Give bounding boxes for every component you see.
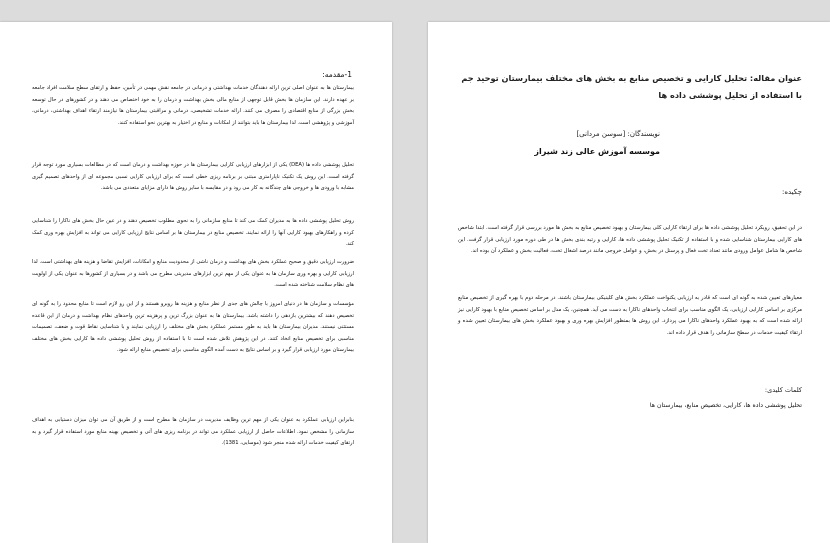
abstract-heading: چکیده: [781,188,802,196]
affiliation: موسسه آموزش عالی زند شیراز [534,147,660,156]
keywords-list: تحلیل پوششی داده ها، کارایی، تخصیص منابع، بیمارستان ها [649,402,802,409]
body-paragraph: بیمارستان ها به عنوان اصلی ترین ارائه دهندگان خدمات بهداشتی و درمانی در جامعه نقش مهمی در تأمین، حفظ و ارتقای سطح سلامت افراد جامعه بر عهده دارند. این سازمان ها بخش قابل توجهی از منابع مالی بخش بهداشت و درمان را به خود اختصاص می دهند و در کشورهای در حال توسعه بخش بزرگی از منابع اقتصادی را مصرف می کنند. ارائه خدمات تشخیصی، درمانی و مراقبتی بیمارستان ها نیازمند ارتقاء اهداف بهداشتی، درمانی، آموزشی و پژوهشی است. لذا بیمارستان ها باید بتوانند از امکانات و منابع در اختیار به بهترین نحو استفاده کنند. [32,85,354,126]
abstract-paragraph: معیارهای تعیین شده به گونه ای است که قادر به ارزیابی یکنواخت عملکرد بخش های کلینیکی بیمارستان باشند. در مرحله دوم با بهره گیری از تخصیص منابع مرکزی بر اساس کارایی ارزیابی، یک الگوی مناسب برای انتخاب واحدهای ناکارا به دست می آید. همچنین، یک مدل بر اساس تخصیص منابع با بهبود کارایی نیز ارائه شده است که به بهبود عملکرد واحدهای ناکارا می پردازد. این روش ها بمنظور افزایش بهره وری و بهبود عملکرد بخش های بیمارستان تعیین شده و ارتقاء کیفیت خدمات در سطح سازمانی را هدف قرار داده اند. [458,295,802,336]
section-heading-introduction: 1-مقدمه: [322,70,352,79]
body-paragraph: روش تحلیل پوششی داده ها به مدیران کمک می کند تا منابع سازمانی را به نحوی مطلوب تخصیص دهند و در عین حال بخش های ناکارا را شناسایی کرده و راهکارهای بهبود کارایی آنها را ارائه نمایند. تخصیص منابع در بیمارستان ها بر اساس نتایج ارزیابی کارایی می تواند به افزایش بهره وری کمک کند. [32,218,354,247]
body-paragraph: بنابراین ارزیابی عملکرد به عنوان یکی از مهم ترین وظایف مدیریت در سازمان ها مطرح است و از طریق آن می توان میزان دستیابی به اهداف سازمانی را مشخص نمود. اطلاعات حاصل از ارزیابی عملکرد می تواند در برنامه ریزی های آتی و تخصیص بهینه منابع مورد استفاده قرار گیرد و به ارتقای کیفیت خدمات ارائه شده منجر شود (موسایی، 1381). [32,417,354,446]
document-page-right [428,22,830,543]
body-paragraph: مؤسسات و سازمان ها در دنیای امروز با چالش های جدی از نظر منابع و هزینه ها روبرو هستند و از این رو لازم است تا منابع محدود را به گونه ای تخصیص دهند که بیشترین بازدهی را داشته باشد. بیمارستان ها به عنوان بزرگ ترین و پرهزینه ترین واحدهای نظام بهداشت و درمان از این قاعده مستثنی نیستند. مدیران بیمارستان ها باید به طور مستمر عملکرد بخش های مختلف را ارزیابی نمایند و با شناسایی نقاط قوت و ضعف، تصمیمات مناسبی برای تخصیص منابع اتخاذ کنند. در این پژوهش تلاش شده است تا با استفاده از روش تحلیل پوششی داده ها کارایی بخش های مختلف بیمارستان مورد ارزیابی قرار گیرد و بر اساس نتایج به دست آمده الگوی مناسبی برای تخصیص منابع ارائه شود. [32,301,354,353]
document-page-left [0,22,392,543]
article-title: عنوان مقاله: تحلیل کارایی و تخصیص منابع به بخش های مختلف بیمارستان توحید جم با استفاده از تحلیل پوششی داده ها [461,73,802,100]
authors-line: نویسندگان: [سوسن مردانی] [576,130,660,138]
abstract-paragraph: در این تحقیق، رویکرد تحلیل پوششی داده ها برای ارتقاء کارایی کلی بیمارستان و بهبود تخصیص منابع به بخش ها مورد بررسی قرار گرفته است. ابتدا شاخص های کارایی بیمارستان شناسایی شده و با استفاده از تکنیک تحلیل پوششی داده ها، کارایی و رتبه بندی بخش ها در طی دوره مورد ارزیابی قرار گرفت. این شاخص ها شامل عوامل ورودی مانند تعداد تخت فعال و پرسنل در بخش، و عوامل خروجی مانند درصد اشغال تخت، فعالیت بخش و عملکرد آن بوده اند. [458,225,802,254]
keywords-heading: کلمات کلیدی: [764,386,802,394]
body-paragraph: تحلیل پوششی داده ها (DEA) یکی از ابزارهای ارزیابی کارایی بیمارستان ها در حوزه بهداشت و درمان است که در مطالعات بسیاری مورد توجه قرار گرفته است. این روش یک تکنیک ناپارامتری مبتنی بر برنامه ریزی خطی است که برای ارزیابی کارایی نسبی مجموعه ای از واحدهای تصمیم گیری مشابه با ورودی ها و خروجی های چندگانه به کار می رود و در مقایسه با سایر روش ها دارای مزایای متعددی می باشد. [32,162,354,191]
body-paragraph: ضرورت ارزیابی دقیق و صحیح عملکرد بخش های بهداشت و درمان ناشی از محدودیت منابع و امکانات، افزایش تقاضا و هزینه های بهداشتی است. لذا ارزیابی کارایی و بهره وری سازمان ها به عنوان یکی از مهم ترین ابزارهای مدیریتی مطرح می باشد و در بسیاری از کشورها به عنوان یکی از اولویت های نظام سلامت شناخته شده است. [32,259,354,288]
